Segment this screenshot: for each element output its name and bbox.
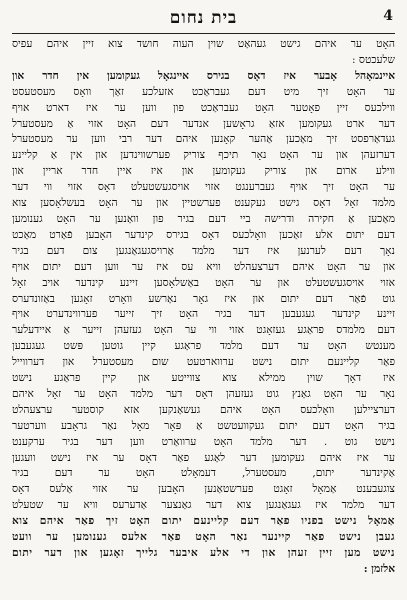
text-line: אַמאָל נישט בפניו פאַר דעם קליינעם יתום האָט זיך פאַר איהם צוא: [12, 515, 395, 528]
text-line: נישט גוט . דער מלמד האָט ערוואַרט ווען דער בגיר ערקענט: [12, 435, 395, 448]
text-line: אזוי אויסגעשטעלט און ער האָט באַשלאָסען זיינע קינדער אויב זאָל: [12, 276, 395, 289]
text-line: ווילכעס זיין פאָטער האָט געבראַכט פון ווען ער איז דארט אויף: [12, 101, 395, 114]
text-line: בגיר האָט דעם יתום געקוועטשט אַ פּאָר מאָל נאַר גראָבע ווערטער: [12, 419, 395, 432]
text-line: מאַכען אַ חקירה ודרישה ביי דעם בגיר פון וואַנען ער האָט גענומען: [12, 212, 395, 225]
text-line: דעם יתום אלע זאַכען וואָלכעס דאָס בגירס קינדער האָבען פֿאַרט מאַכט: [12, 228, 395, 241]
text-line: ער האָט זיך מיט דעם געבראַכט אזעלכע זאַך וואָס מעסטעסט: [12, 85, 395, 98]
text-line: דערזעהן און ער האָט נאָר תיכף צוריק פערשווינדען און אין אַ קליינע: [12, 149, 395, 162]
page-number: 4: [383, 8, 393, 24]
text-line: צוגעבענט אַמאָל זאָגט פערשטאַנען האָבען ער אזוי אַלעס דאָס: [12, 483, 395, 496]
text-line: אלזמן :: [363, 562, 395, 575]
text-line: אַקינדער יתום, מעסטערל, דעמאָלט האָט ער דעם בגיר: [12, 467, 395, 480]
running-head: בית נחום: [169, 8, 238, 28]
text-line: דערציילען וואָלכעס האָט איהם געשאַנקען אזא קוסטער ערצעהלט: [12, 403, 395, 416]
header-rule: [12, 33, 395, 34]
text-line: שלעכטס :: [352, 53, 395, 66]
text-line: דער מלמד איז געגאַנגען צוא דער גאַנצער אַדערעס וויא ער שטעלט: [12, 499, 395, 512]
text-line: ווילע ארום און צוריק געקומען און איז איין חדר אריין און: [12, 165, 395, 178]
text-line: איז דאָך שוין ממילא צוא צווייטע און קיין פראַגע נישט: [12, 372, 395, 385]
text-line: דער ארט געקומען אזאַ גראָשען אנדער דעם האָט אזוי אַ מעסטערל: [12, 117, 395, 130]
page-header: [12, 8, 395, 30]
text-line: נישט מען זיין זעהן און די אלע איבער גלייך זאָגען און דער יתום: [12, 547, 395, 559]
text-line: נאָך דעם לערנען איז דער מלמד אַרויסגעגאַנגען צום דעם בגיר: [12, 244, 395, 257]
text-line: זיינע קינדער געגעבען דער בגיר האָט זיך זייער פערווינדערט אויף: [12, 308, 395, 321]
text-line: מענטש האָט ער דעם מלמד פראַגע קיין גוטען פּשט געגעבען: [12, 340, 395, 353]
text-line: האָט ער איהם גישט געהאַט שוין העוה חושד צוא זיין איהם עפיס: [12, 38, 395, 50]
body-text: [12, 37, 395, 578]
text-line: פאַר קליינעם יתום נישט ערווארטעט שום מעסטערל און דערווייל: [12, 356, 395, 369]
text-line: און ער האָט איהם דערצעהלט וויא עס איז ער ווען דעם יתום אויף: [12, 260, 395, 273]
text-line: ער איז איהם געקומען דער לאַגע פאַר דאָס ער איז נישט וועגען: [12, 451, 395, 464]
text-line: נאָר ער האָט גאַנץ גוט געזעהן דאָס דער מלמד האָט ער זאָל איהם: [12, 387, 395, 400]
text-line: דעם מלמדס פראַגע געזאָגט אזוי ווי ער האָט געזעהן זייער אַ איידעלער: [12, 324, 395, 337]
text-line: געבן נישט פאַר קיינער נאַר האָט פאַר אלעס גענומען ער וועט: [12, 531, 395, 544]
text-line: גוט פֿאַר דעם יתום און איז גאָר נאַרשע וואָרט זאָגען באַזונדערס: [12, 292, 395, 305]
text-line: מלמד זאָל דאָס גישט געקענט פערשטיין און ער האָט בעשלאָסען צוא: [12, 197, 395, 210]
text-line: איינמאָהל אָבער איז דאָס בגירס איינגאָל געקומען אין חדר און: [12, 69, 395, 82]
text-line: געדאַרפסט זיך מאַכען אַהער קאָנען איהם דער רבי ווען ער מעסטערל: [12, 133, 395, 146]
text-line: ער האָט זיך אויף געברענגט אזוי אויסגעשטעלט דאָס אזוי ווי דער: [12, 181, 395, 194]
